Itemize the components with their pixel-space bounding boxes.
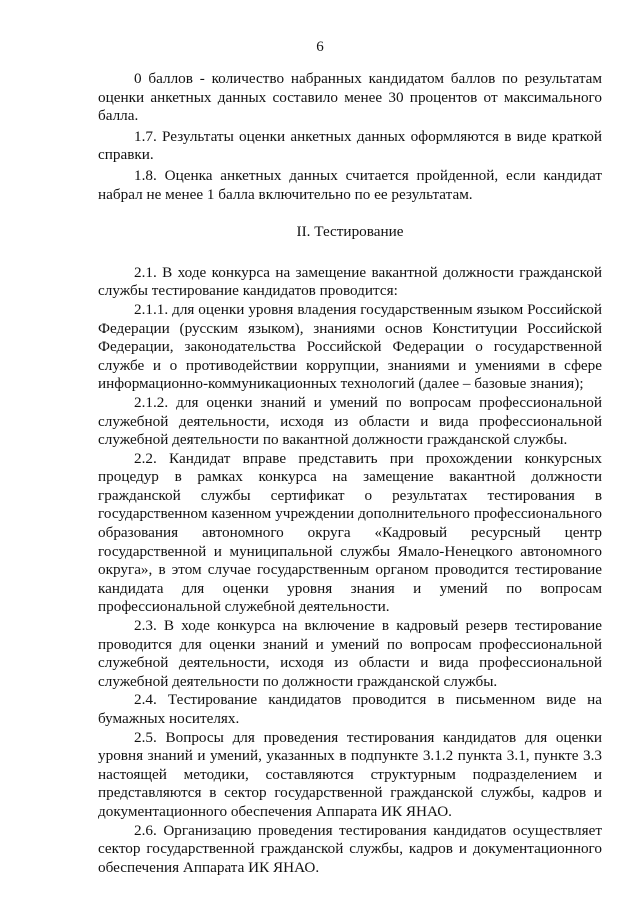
paragraph-2-1-2: 2.1.2. для оценки знаний и умений по вопросам профессиональной служебной деятельности, исходя из области и вида профессиональной служебной деятельности по вакантной должности гражданской службы. [98, 393, 602, 449]
page-number: 6 [316, 39, 324, 55]
document-body [98, 70, 602, 877]
paragraph-2-1-1: 2.1.1. для оценки уровня владения государственным языком Российской Федерации (русским языком), знаниями основ Конституции Российской Федерации, законодательства Российской Федерации о государственной службе и о противодействии коррупции, знаниями и умениями в сфере информационно-коммуникационных технологий (далее – базовые знания); [98, 300, 602, 393]
paragraph-1-7: 1.7. Результаты оценки анкетных данных оформляются в виде краткой справки. [98, 127, 602, 164]
paragraph-1-8: 1.8. Оценка анкетных данных считается пройденной, если кандидат набрал не менее 1 балла включительно по ее результатам. [98, 166, 602, 203]
section-title: II. Тестирование [296, 223, 404, 241]
paragraph-2-3: 2.3. В ходе конкурса на включение в кадровый резерв тестирование проводится для оценки знаний и умений по вопросам профессиональной служебной деятельности, исходя из области и вида профессиональной служебной деятельности по должности гражданской службы. [98, 617, 602, 690]
paragraph-2-6: 2.6. Организацию проведения тестирования кандидатов осуществляет сектор государственной гражданской службы, кадров и документационного обеспечения Аппарата ИК ЯНАО. [98, 821, 602, 876]
paragraph-2-4: 2.4. Тестирование кандидатов проводится в письменном виде на бумажных носителях. [98, 691, 602, 727]
paragraph-2-2: 2.2. Кандидат вправе представить при прохождении конкурсных процедур в рамках конкурса на замещение вакантной должности гражданской службы сертификат о результатах тестирования в государственном казенном учреждении дополнительного профессионального образования автономного округа «Кадровый ресурсный центр государственной и муниципальной службы Ямало-Ненецкого автономного округа», в этом случае государственным органом проводится тестирование кандидата для оценки уровня знания и умений по вопросам профессиональной служебной деятельности. [98, 449, 602, 616]
paragraph-2-5: 2.5. Вопросы для проведения тестирования кандидатов для оценки уровня знаний и умений, указанных в подпункте 3.1.2 пункта 3.1, пункте 3.3 настоящей методики, составляются структурным подразделением и представляются в сектор государственной гражданской службы, кадров и документационного обеспечения Аппарата ИК ЯНАО. [98, 728, 602, 820]
paragraph-points-scoring: 0 баллов - количество набранных кандидатом баллов по результатам оценки анкетных данных составило менее 30 процентов от максимального балла. [98, 70, 602, 125]
paragraph-2-1: 2.1. В ходе конкурса на замещение вакантной должности гражданской службы тестирование кандидатов проводится: [98, 263, 602, 300]
